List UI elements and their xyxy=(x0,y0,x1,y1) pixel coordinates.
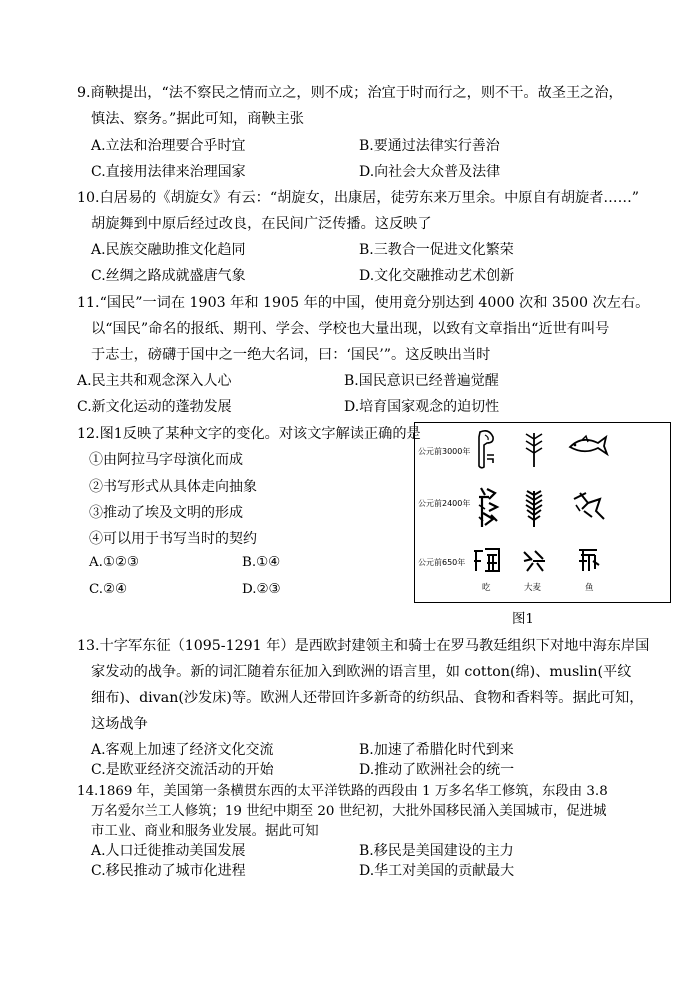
q13-option-d: D.推动了欧洲社会的统一 xyxy=(359,762,515,778)
q14-stem-line1: 14.1869 年，美国第一条横贯东西的太平洋铁路的西段由 1 万多名华工修筑，东段由 3.8 xyxy=(77,784,608,799)
q12-option-a: A.①②③ xyxy=(89,555,139,570)
q9-stem-line1: 9.商鞅提出，“法不察民之情而立之，则不成；治宜于时而行之，则不干。故圣王之治， xyxy=(77,85,623,101)
q13-option-c: C.是欧亚经济交流活动的开始 xyxy=(91,762,274,778)
q11-option-b: B.国民意识已经普遍觉醒 xyxy=(344,373,499,389)
q14-option-a: A.人口迁徙推动美国发展 xyxy=(91,843,246,859)
q14-stem-line2: 万名爱尔兰工人修筑；19 世纪中期至 20 世纪初，大批外国移民涌入美国城市，促进城 xyxy=(91,804,607,819)
q9-option-a: A.立法和治理要合乎时宜 xyxy=(91,138,246,154)
barley-cuneiform-650bc-icon xyxy=(521,549,547,573)
figure-label-fish: 鱼 xyxy=(585,583,594,593)
figure-1-caption: 图1 xyxy=(512,612,534,627)
q14-option-c: C.移民推动了城市化进程 xyxy=(91,863,246,879)
eat-pictograph-icon xyxy=(475,429,499,471)
q10-option-b: B.三教合一促进文化繁荣 xyxy=(359,242,514,258)
q10-stem-line2: 胡旋舞到中原后经过改良，在民间广泛传播。这反映了 xyxy=(91,216,432,232)
q10-option-c: C.丝绸之路成就盛唐气象 xyxy=(91,268,246,284)
eat-cuneiform-2400bc-icon xyxy=(475,485,501,529)
q9-option-c: C.直接用法律来治理国家 xyxy=(91,164,246,180)
q12-statement-1: ①由阿拉马字母演化而成 xyxy=(89,452,243,468)
q14-stem-line3: 市工业、商业和服务业发展。据此可知 xyxy=(91,824,319,839)
q9-option-d: D.向社会大众普及法律 xyxy=(359,164,501,180)
q12-stem: 12.图1反映了某种文字的变化。对该文字解读正确的是 xyxy=(77,426,421,442)
q11-option-c: C.新文化运动的蓬勃发展 xyxy=(77,399,232,415)
eat-cuneiform-650bc-icon xyxy=(471,547,501,575)
q13-option-b: B.加速了希腊化时代到来 xyxy=(359,742,514,758)
era-label-3000bc: 公元前3000年 xyxy=(418,447,471,456)
q13-option-a: A.客观上加速了经济文化交流 xyxy=(91,742,274,758)
q14-option-d: D.华工对美国的贡献最大 xyxy=(359,863,515,879)
q10-stem-line1: 10.白居易的《胡旋女》有云：“胡旋女，出康居，徒劳东来万里余。中原自有胡旋者……” xyxy=(77,190,640,206)
figure-1-box xyxy=(414,422,671,603)
fish-cuneiform-2400bc-icon xyxy=(570,489,606,523)
barley-pictograph-icon xyxy=(523,431,545,469)
q12-statement-3: ③推动了埃及文明的形成 xyxy=(89,505,243,521)
q10-option-a: A.民族交融助推文化趋同 xyxy=(91,242,246,258)
era-label-650bc: 公元前650年 xyxy=(418,558,466,567)
q11-option-d: D.培育国家观念的迫切性 xyxy=(344,399,500,415)
q13-stem-line3: 细布)、divan(沙发床)等。欧洲人还带回许多新奇的纺织品、食物和香料等。据此可知， xyxy=(91,690,644,706)
fish-cuneiform-650bc-icon xyxy=(575,547,601,573)
q13-stem-line2: 家发动的战争。新的词汇随着东征加入到欧洲的语言里，如 cotton(绵)、muslin(平纹 xyxy=(91,664,632,680)
q12-option-c: C.②④ xyxy=(89,582,128,597)
q11-stem-line1: 11.“国民”一词在 1903 年和 1905 年的中国，使用竟分别达到 4000 次和 3500 次左右。 xyxy=(77,295,650,311)
q14-option-b: B.移民是美国建设的主力 xyxy=(359,843,514,859)
q11-option-a: A.民主共和观念深入人心 xyxy=(77,373,232,389)
barley-cuneiform-2400bc-icon xyxy=(523,489,545,529)
q12-option-b: B.①④ xyxy=(242,555,281,570)
q12-statement-4: ④可以用于书写当时的契约 xyxy=(89,531,257,547)
q12-statement-2: ②书写形式从具体走向抽象 xyxy=(89,479,257,495)
q9-option-b: B.要通过法律实行善治 xyxy=(359,138,500,154)
q10-option-d: D.文化交融推动艺术创新 xyxy=(359,268,515,284)
era-label-2400bc: 公元前2400年 xyxy=(418,499,471,508)
q13-stem-line4: 这场战争 xyxy=(91,716,148,732)
fish-pictograph-icon xyxy=(568,433,608,457)
q11-stem-line2: 以“国民”命名的报纸、期刊、学会、学校也大量出现，以致有文章指出“近世有叫号 xyxy=(91,321,610,337)
figure-label-eat: 吃 xyxy=(482,583,491,593)
q9-stem-line2: 慎法、察务。”据此可知，商鞅主张 xyxy=(91,111,304,127)
figure-label-barley: 大麦 xyxy=(524,583,542,593)
q12-option-d: D.②③ xyxy=(242,582,281,597)
q13-stem-line1: 13.十字军东征（1095-1291 年）是西欧封建领主和骑士在罗马教廷组织下对地中海东岸国 xyxy=(77,638,650,654)
q11-stem-line3: 于志士，磅礴于国中之一绝大名词，曰：‘国民’”。这反映出当时 xyxy=(91,347,491,363)
